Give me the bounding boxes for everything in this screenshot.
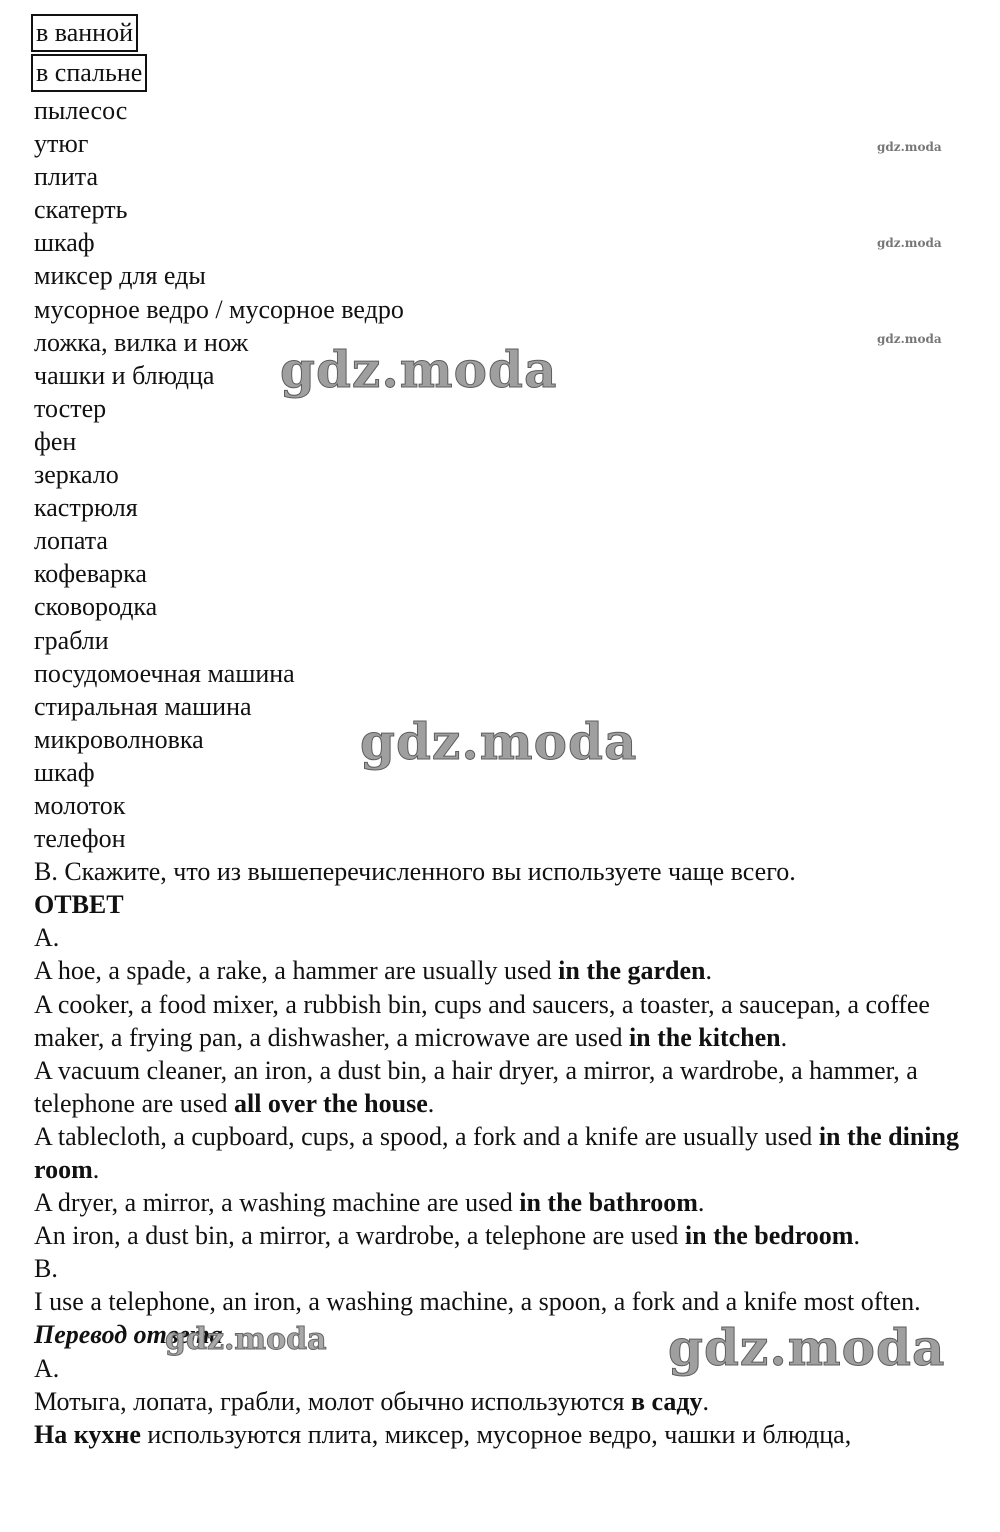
answer-a-item-location: in the kitchen: [628, 1022, 781, 1052]
vocab-item: тостер: [34, 393, 107, 423]
vocab-item: шкаф: [34, 757, 95, 787]
vocab-item: скатерть: [34, 195, 128, 225]
translation-line-2-text: используются плита, миксер, мусорное ведро, чашки и блюдца,: [140, 1419, 852, 1449]
answer-a-item: [34, 1120, 984, 1186]
answer-a-item-text: A hoe, a spade, a rake, a hammer are usually used: [34, 956, 559, 986]
watermark-logo: gdz.moda: [360, 712, 638, 771]
answer-a-item: [34, 1054, 984, 1120]
answer-b-label: B.: [34, 1254, 58, 1284]
vocab-item: стиральная машина: [34, 691, 252, 721]
answer-a-item-location: in the dining room: [34, 1121, 959, 1184]
answer-a-item-period: .: [427, 1088, 435, 1118]
answer-a-item: [34, 1186, 984, 1219]
answer-a-item-text: An iron, a dust bin, a mirror, a wardrobe, a telephone are used: [34, 1221, 685, 1251]
vocab-item: кофеварка: [34, 559, 147, 589]
answer-a-item: [34, 1219, 984, 1252]
watermark-small: gdz.moda: [877, 332, 942, 346]
answer-a-item-period: .: [853, 1221, 860, 1251]
vocab-item: лопата: [34, 526, 108, 556]
answer-a-item-text: A vacuum cleaner, an iron, a dust bin, a hair dryer, a mirror, a wardrobe, a hammer, a telephone are used: [34, 1055, 918, 1118]
vocab-item: грабли: [34, 625, 109, 655]
answer-a-item-text: A cooker, a food mixer, a rubbish bin, cups and saucers, a toaster, a saucepan, a coffee maker, a frying pan, a dishwasher, a microwave are used: [34, 989, 930, 1052]
vocab-item: шкаф: [34, 228, 95, 258]
answer-a-item-period: .: [92, 1155, 100, 1184]
task-b-text: B. Скажите, что из вышеперечисленного вы используете чаще всего.: [34, 857, 796, 887]
watermark-logo: gdz.moda: [668, 1318, 946, 1377]
boxed-item-bedroom: в спальне: [31, 54, 984, 94]
vocab-item: плита: [34, 162, 99, 192]
vocab-item: зеркало: [34, 460, 119, 490]
watermark-logo: gdz.moda: [280, 340, 558, 399]
vocab-item: мусорное ведро / мусорное ведро: [34, 294, 404, 324]
vocab-item: ложка, вилка и нож: [34, 327, 249, 357]
translation-line-1-bold: в саду: [630, 1386, 703, 1416]
watermark-small: gdz.moda: [877, 140, 942, 154]
translation-a-label: A.: [34, 1353, 60, 1383]
vocab-item: посудомоечная машина: [34, 658, 295, 688]
vocab-item: пылесос: [34, 96, 128, 125]
translation-line-1-text: Мотыга, лопата, грабли, молот обычно используются: [34, 1386, 631, 1416]
answer-a-item-text: A dryer, a mirror, a washing machine are used: [34, 1188, 520, 1218]
answer-a-item-period: .: [780, 1022, 788, 1052]
answer-a-list: [34, 954, 984, 1252]
translation-line-2-bold: На кухне: [34, 1419, 141, 1449]
answer-a-label: A.: [34, 923, 60, 953]
answer-a-item-period: .: [705, 956, 712, 986]
translation-line-1-tail: .: [702, 1386, 710, 1416]
watermark-small: gdz.moda: [877, 236, 942, 250]
vocab-item: миксер для еды: [34, 261, 206, 291]
vocab-item: сковородка: [34, 592, 158, 622]
vocab-item: чашки и блюдца: [34, 360, 215, 390]
answer-a-item-location: all over the house: [233, 1088, 428, 1118]
vocab-item: микроволновка: [34, 724, 204, 754]
answer-b-text: I use a telephone, an iron, a washing machine, a spoon, a fork and a knife most often.: [34, 1287, 921, 1317]
boxed-item-bathroom: в ванной: [31, 14, 984, 54]
answer-a-item-text: A tablecloth, a cupboard, cups, a spood, a fork and a knife are usually used: [34, 1121, 819, 1151]
answer-a-item: [34, 954, 984, 987]
answer-a-item: [34, 988, 984, 1054]
answer-a-item-period: .: [697, 1188, 705, 1218]
vocab-item: утюг: [34, 129, 89, 159]
translation-heading: Перевод ответа: [34, 1320, 223, 1350]
vocab-item: телефон: [34, 824, 126, 854]
answer-a-item-location: in the bedroom: [684, 1221, 854, 1251]
answer-a-item-location: in the garden: [558, 956, 706, 986]
watermark-logo: gdz.moda: [165, 1322, 327, 1357]
translation-line-1: [34, 1385, 984, 1418]
answer-heading: ОТВЕТ: [34, 890, 124, 920]
vocab-item: фен: [34, 426, 77, 456]
answer-a-item-location: in the bathroom: [519, 1188, 698, 1218]
vocab-item: кастрюля: [34, 493, 138, 523]
translation-line-2: [34, 1418, 984, 1451]
vocab-item: молоток: [34, 790, 126, 820]
